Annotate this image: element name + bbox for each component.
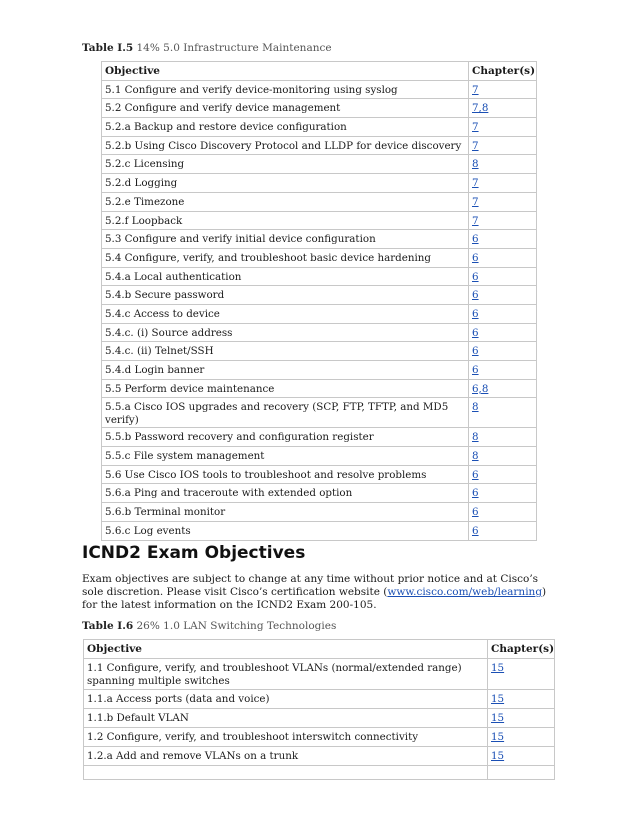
chapter-cell <box>469 118 537 137</box>
table-5-caption-desc: 14% 5.0 Infrastructure Maintenance <box>136 42 332 54</box>
table-row <box>102 323 537 342</box>
objective-cell: 5.4.d Login banner <box>102 361 469 380</box>
table-row <box>102 398 537 428</box>
chapter-link[interactable]: 6 <box>472 251 479 264</box>
table-row <box>102 155 537 174</box>
chapter-link[interactable]: 6 <box>472 307 479 320</box>
table-row <box>102 99 537 118</box>
objective-cell: 5.2.b Using Cisco Discovery Protocol and LLDP for device discovery <box>102 136 469 155</box>
chapter-cell <box>469 342 537 361</box>
objective-cell: 1.1.b Default VLAN <box>84 709 488 728</box>
chapter-cell <box>469 99 537 118</box>
chapter-link[interactable]: 15 <box>491 750 505 762</box>
chapter-cell <box>469 521 537 540</box>
objective-cell: 5.2.a Backup and restore device configuration <box>102 118 469 137</box>
objective-cell: 5.2.e Timezone <box>102 192 469 211</box>
objective-cell: 5.4 Configure, verify, and troubleshoot basic device hardening <box>102 248 469 267</box>
table-header-row <box>102 62 537 81</box>
objective-cell: 5.4.c. (ii) Telnet/SSH <box>102 342 469 361</box>
section-paragraph <box>82 573 562 612</box>
objective-cell: 5.6.c Log events <box>102 521 469 540</box>
objective-cell: 1.1.a Access ports (data and voice) <box>84 690 488 709</box>
objective-cell: 5.6.a Ping and traceroute with extended option <box>102 484 469 503</box>
objective-cell: 1.2.a Add and remove VLANs on a trunk <box>84 747 488 766</box>
chapter-cell <box>469 361 537 380</box>
table-row <box>84 728 555 747</box>
objective-cell: 5.1 Configure and verify device-monitoring using syslog <box>102 80 469 99</box>
table-row-empty <box>84 766 555 780</box>
chapter-cell <box>469 398 537 428</box>
chapter-cell <box>469 323 537 342</box>
objective-cell: 5.4.b Secure password <box>102 286 469 305</box>
chapter-link[interactable]: 7 <box>472 177 479 190</box>
chapter-link[interactable]: 6 <box>472 233 479 246</box>
objective-cell: 5.2.f Loopback <box>102 211 469 230</box>
objective-cell: 5.6 Use Cisco IOS tools to troubleshoot and resolve problems <box>102 465 469 484</box>
chapter-link[interactable]: 7 <box>472 139 479 152</box>
table-row <box>102 447 537 466</box>
chapter-cell <box>488 690 555 709</box>
chapter-link[interactable]: 6 <box>472 468 479 481</box>
chapter-cell <box>469 155 537 174</box>
chapter-link[interactable]: 15 <box>491 731 505 743</box>
chapter-cell <box>469 267 537 286</box>
table-row <box>84 659 555 690</box>
objective-cell: 5.5.c File system management <box>102 447 469 466</box>
table-5-caption-label: Table I.5 <box>82 42 134 54</box>
chapter-link[interactable]: 7 <box>472 214 479 227</box>
objective-cell: 5.4.a Local authentication <box>102 267 469 286</box>
header-chapters: Chapter(s) <box>469 62 537 81</box>
table-5 <box>101 61 537 541</box>
chapter-link[interactable]: 6 <box>472 270 479 283</box>
table-6 <box>83 639 555 780</box>
chapter-cell <box>488 659 555 690</box>
chapter-cell <box>469 286 537 305</box>
objective-cell: 5.5 Perform device maintenance <box>102 379 469 398</box>
table-row <box>102 80 537 99</box>
table-row <box>102 521 537 540</box>
table-row <box>102 174 537 193</box>
table-row <box>102 230 537 249</box>
chapter-link[interactable]: 6 <box>472 487 479 500</box>
objective-cell: 5.2 Configure and verify device management <box>102 99 469 118</box>
chapter-link[interactable]: 8 <box>472 401 479 414</box>
chapter-cell <box>469 136 537 155</box>
chapter-cell <box>469 80 537 99</box>
objective-cell: 5.4.c Access to device <box>102 304 469 323</box>
objective-cell: 5.2.d Logging <box>102 174 469 193</box>
paragraph-text-after: ) for the latest information on the ICND2 Exam 200-105. <box>82 586 547 611</box>
table-header-row <box>84 640 555 659</box>
table-row <box>84 690 555 709</box>
table-row <box>102 361 537 380</box>
table-5-caption <box>82 42 332 54</box>
chapter-cell <box>469 503 537 522</box>
table-6-caption-label: Table I.6 <box>82 620 134 632</box>
table-6-caption <box>82 620 336 632</box>
chapter-cell <box>469 230 537 249</box>
chapter-cell-empty <box>488 766 555 780</box>
table-row <box>102 465 537 484</box>
objective-cell: 5.5.a Cisco IOS upgrades and recovery (SCP, FTP, TFTP, and MD5 verify) <box>102 398 469 428</box>
table-row <box>84 747 555 766</box>
chapter-link[interactable]: 15 <box>491 712 505 724</box>
table-row <box>102 136 537 155</box>
chapter-cell <box>469 211 537 230</box>
chapter-link[interactable]: 6,8 <box>472 382 489 395</box>
chapter-link[interactable]: 6 <box>472 345 479 358</box>
objective-cell: 1.1 Configure, verify, and troubleshoot VLANs (normal/extended range) spanning multiple switches <box>84 659 488 690</box>
table-row <box>84 709 555 728</box>
objective-cell-empty <box>84 766 488 780</box>
objective-cell: 5.6.b Terminal monitor <box>102 503 469 522</box>
chapter-cell <box>469 174 537 193</box>
chapter-cell <box>469 465 537 484</box>
table-row <box>102 342 537 361</box>
table-row <box>102 211 537 230</box>
table-row <box>102 503 537 522</box>
table-row <box>102 248 537 267</box>
chapter-link[interactable]: 8 <box>472 158 479 171</box>
table-row <box>102 304 537 323</box>
objective-cell: 5.5.b Password recovery and configuration register <box>102 428 469 447</box>
table-row <box>102 118 537 137</box>
chapter-link[interactable]: 6 <box>472 326 479 339</box>
chapter-link[interactable]: 6 <box>472 364 479 376</box>
objective-cell: 5.2.c Licensing <box>102 155 469 174</box>
chapter-cell <box>469 379 537 398</box>
chapter-link[interactable]: 6 <box>472 506 479 519</box>
header-objective: Objective <box>84 640 488 659</box>
chapter-link[interactable]: 7,8 <box>472 102 489 115</box>
chapter-link[interactable]: 6 <box>472 524 479 537</box>
chapter-cell <box>488 728 555 747</box>
chapter-link[interactable]: 7 <box>472 195 479 208</box>
table-row <box>102 379 537 398</box>
chapter-cell <box>488 709 555 728</box>
chapter-link[interactable]: 6 <box>472 289 479 302</box>
chapter-link[interactable]: 7 <box>472 83 479 96</box>
chapter-link[interactable]: 15 <box>491 662 505 674</box>
table-row <box>102 428 537 447</box>
chapter-cell <box>469 192 537 211</box>
chapter-link[interactable]: 7 <box>472 121 479 134</box>
chapter-link[interactable]: 15 <box>491 693 505 705</box>
chapter-cell <box>469 304 537 323</box>
objective-cell: 1.2 Configure, verify, and troubleshoot interswitch connectivity <box>84 728 488 747</box>
paragraph-text-before: Exam objectives are subject to change at any time without prior notice and at Cisco’s sole discretion. Please visit Cisco’s certification website ( <box>82 573 539 598</box>
chapter-link[interactable]: 8 <box>472 450 479 463</box>
chapter-cell <box>469 484 537 503</box>
section-heading: ICND2 Exam Objectives <box>82 543 306 563</box>
table-6-caption-desc: 26% 1.0 LAN Switching Technologies <box>136 620 337 632</box>
objective-cell: 5.3 Configure and verify initial device configuration <box>102 230 469 249</box>
table-row <box>102 484 537 503</box>
cisco-certification-link[interactable]: www.cisco.com/web/learning <box>387 586 543 598</box>
table-row <box>102 286 537 305</box>
header-chapters: Chapter(s) <box>488 640 555 659</box>
table-row <box>102 267 537 286</box>
chapter-cell <box>488 747 555 766</box>
chapter-link[interactable]: 8 <box>472 431 479 444</box>
header-objective: Objective <box>102 62 469 81</box>
objective-cell: 5.4.c. (i) Source address <box>102 323 469 342</box>
table-row <box>102 192 537 211</box>
chapter-cell <box>469 248 537 267</box>
chapter-cell <box>469 447 537 466</box>
chapter-cell <box>469 428 537 447</box>
